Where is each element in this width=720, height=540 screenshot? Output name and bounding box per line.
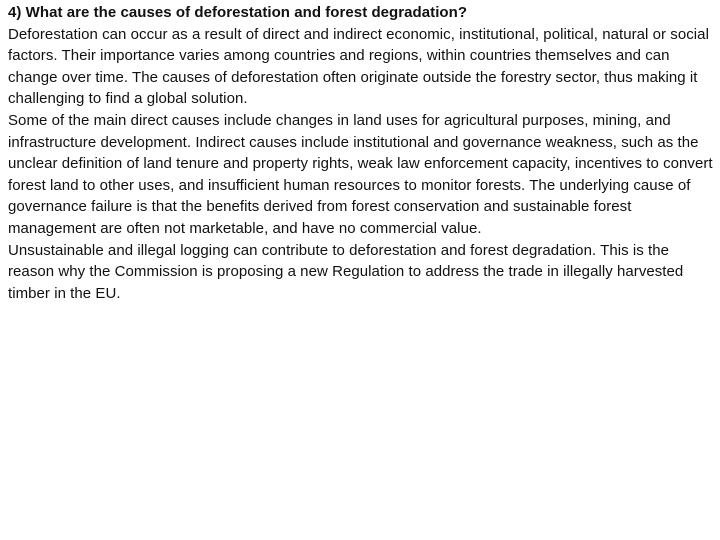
section-heading: 4) What are the causes of deforestation and forest degradation? xyxy=(8,4,468,21)
document-body xyxy=(8,2,714,304)
paragraph-direct-indirect-causes: Some of the main direct causes include changes in land uses for agricultural purposes, mining, and infrastructure development. Indirect causes include institutional and governance weakness, such as the unclear definition of land tenure and property rights, weak law enforcement capacity, incentives to convert forest land to other uses, and insufficient human resources to monitor forests. The underlying cause of governance failure is that the benefits derived from forest conservation and sustainable forest management are often not marketable, and have no commercial value. xyxy=(8,111,713,237)
paragraph-deforestation-factors: Deforestation can occur as a result of direct and indirect economic, institutional, political, natural or social factors. Their importance varies among countries and regions, within countries themselves and can change over time. The causes of deforestation often originate outside the forestry sector, thus making it challenging to find a global solution. xyxy=(8,25,709,108)
paragraph-illegal-logging: Unsustainable and illegal logging can contribute to deforestation and forest degradation. This is the reason why the Commission is proposing a new Regulation to address the trade in illegally harvested timber in the EU. xyxy=(8,241,684,302)
